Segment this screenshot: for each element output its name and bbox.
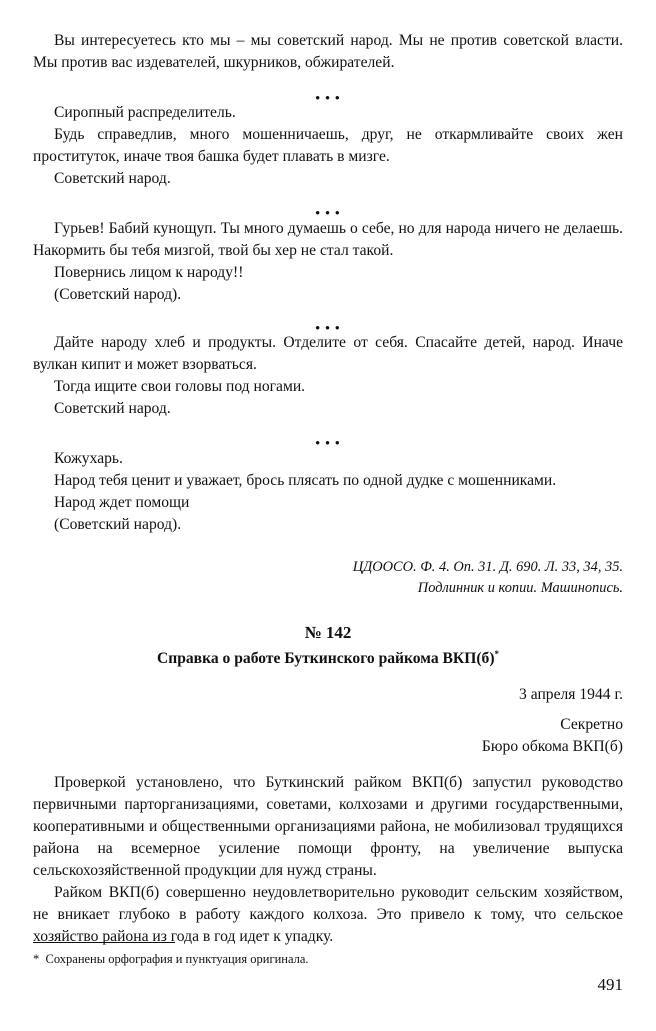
footnote-text: Сохранены орфография и пунктуация оригинала. (45, 952, 309, 966)
paragraph: Райком ВКП(б) совершенно неудовлетворительно руководит сельским хозяйством, не вникает глубоко в работу каждого колхоза. Это привело к тому, что сельское хозяйство района из года в год идет к упадку. (33, 884, 623, 945)
footnote-divider (33, 942, 175, 943)
letter-line: (Советский народ). (54, 286, 182, 303)
letter-line: Гурьев! Бабий кунощуп. Ты много думаешь о себе, но для народа ничего не делаешь. Накормить бы тебя мизгой, твой бы хер не стал такой. (33, 220, 623, 259)
letter-line: Будь справедлив, много мошенничаешь, друг, не откармливайте своих жен проституток, иначе твоя башка будет плавать в мизге. (33, 126, 623, 165)
document-date: 3 апреля 1944 г. (519, 686, 623, 703)
footnote (33, 950, 309, 968)
addressee: Бюро обкома ВКП(б) (481, 738, 623, 755)
letter-line: Тогда ищите свои головы под ногами. (54, 378, 306, 395)
letter-line: Дайте народу хлеб и продукты. Отделите от себя. Спасайте детей, народ. Иначе вулкан кипит и может взорваться. (33, 334, 623, 373)
document-title-text: Справка о работе Буткинского райкома ВКП(б) (156, 650, 495, 667)
source-reference: ЦДООСО. Ф. 4. Оп. 31. Д. 690. Л. 33, 34, 35. (352, 559, 623, 575)
letter-line: Повернись лицом к народу!! (54, 264, 244, 281)
section-separator: • • • (315, 435, 341, 450)
source-type: Подлинник и копии. Машинопись. (417, 580, 623, 596)
letter-block (33, 102, 623, 190)
letter-line: Народ ждет помощи (54, 494, 190, 511)
letter-block (33, 332, 623, 420)
archival-source (223, 557, 623, 599)
document-title (0, 648, 656, 670)
letter-block (33, 218, 623, 306)
letter-line: Советский народ. (54, 400, 171, 417)
footnote-mark: * (33, 952, 40, 966)
paragraph: Проверкой установлено, что Буткинский райком ВКП(б) запустил руководство первичными парторганизациями, советами, колхозами и другими государственными, кооперативными и общественными организациями района, не мобилизовал трудящихся района на всемерное усиление помощи фронту, на увеличение выпуска сельскохозяйственной продукции для нужд страны. (33, 774, 623, 879)
letter-line: Сиропный распределитель. (54, 104, 236, 121)
letter-intro (33, 30, 623, 74)
page-number: 491 (597, 975, 623, 994)
section-separator: • • • (315, 320, 341, 335)
section-separator: • • • (315, 205, 341, 220)
document-body (33, 772, 623, 948)
letter-line: Советский народ. (54, 170, 171, 187)
paragraph: Вы интересуетесь кто мы – мы советский народ. Мы не против советской власти. Мы против вас издевателей, шкурников, обжирателей. (33, 32, 623, 71)
classification-label: Секретно (560, 716, 623, 733)
section-separator: • • • (315, 90, 341, 105)
document-number: № 142 (304, 623, 352, 642)
letter-line: (Советский народ). (54, 516, 182, 533)
letter-line: Народ тебя ценит и уважает, брось плясать по одной дудке с мошенниками. (54, 472, 557, 489)
letter-block (33, 448, 623, 536)
footnote-marker: * (494, 648, 500, 659)
letter-line: Кожухарь. (54, 450, 123, 467)
